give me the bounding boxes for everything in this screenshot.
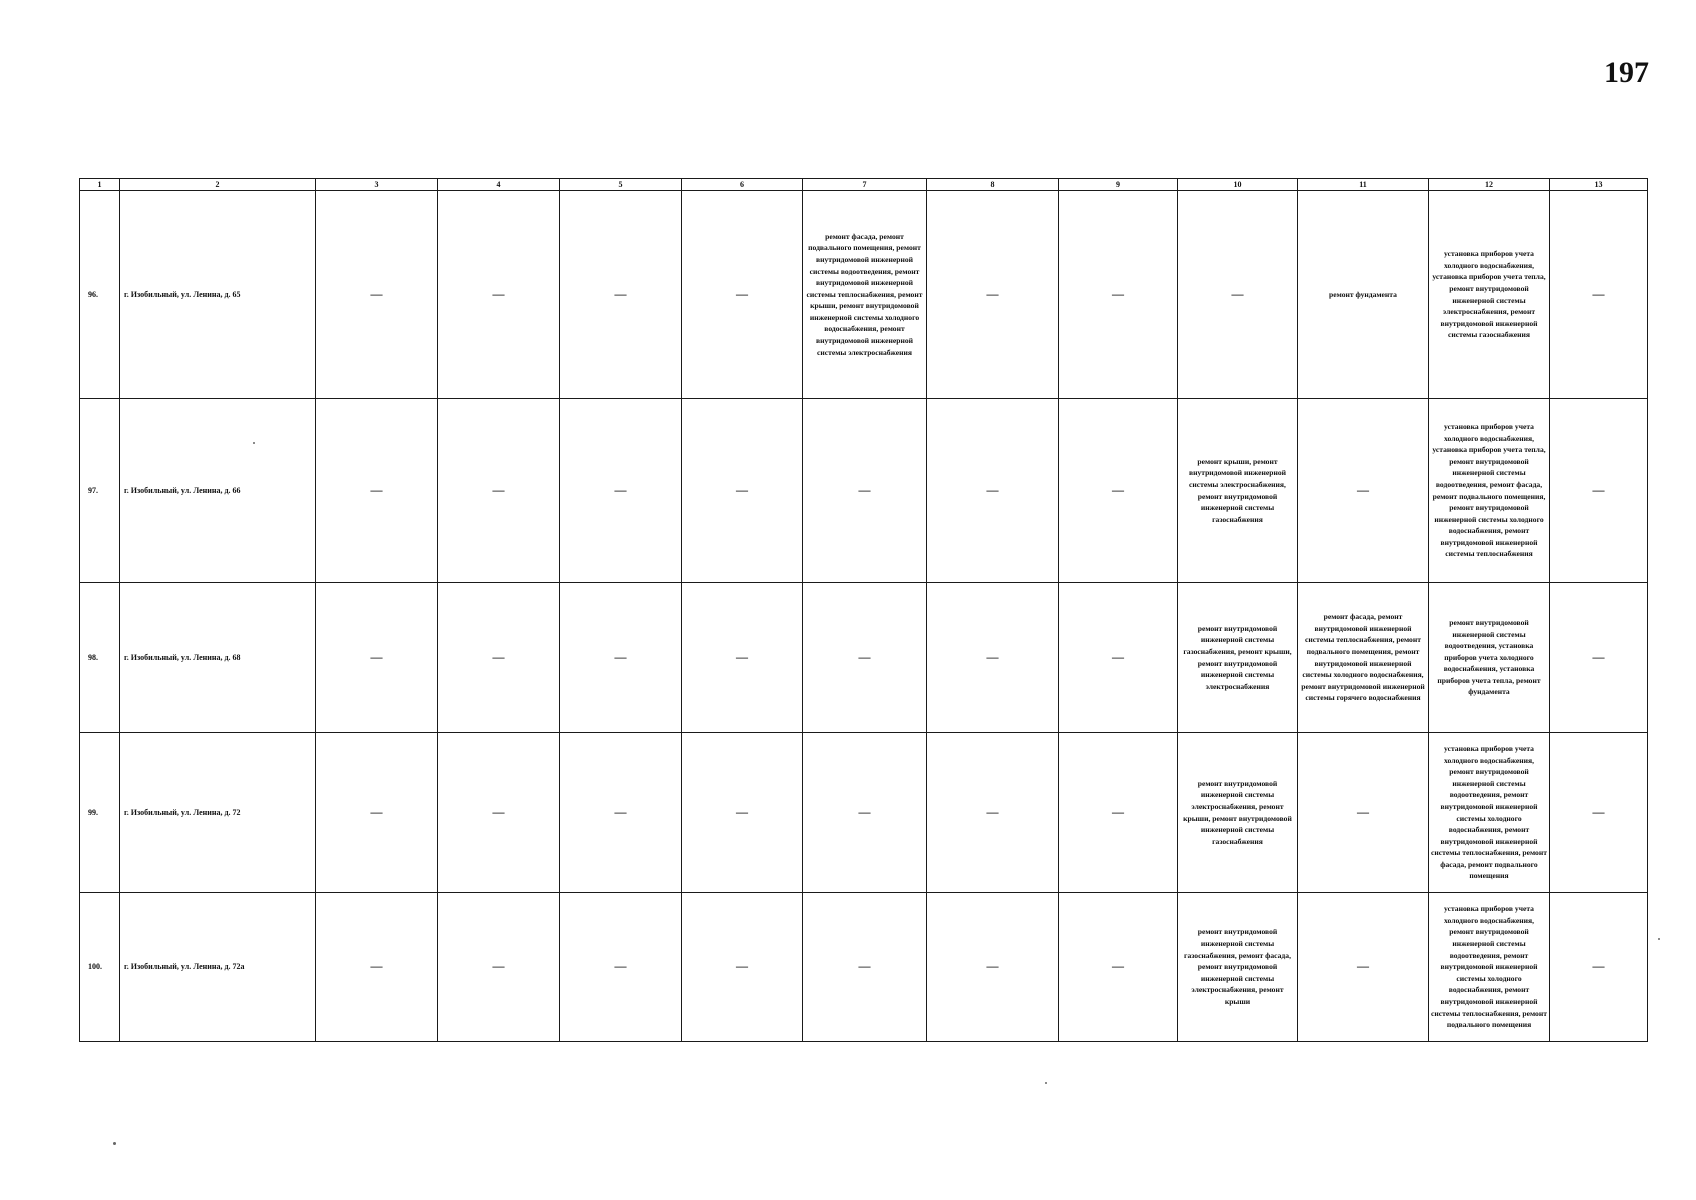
cell-col11: —	[1298, 733, 1429, 893]
cell-col6: —	[682, 733, 803, 893]
cell-col9: —	[1059, 733, 1178, 893]
cell-col3: —	[316, 893, 438, 1042]
cell-col9: —	[1059, 893, 1178, 1042]
scan-speck	[113, 1142, 116, 1145]
cell-col5: —	[560, 893, 682, 1042]
cell-col3: —	[316, 399, 438, 583]
cell-col3: —	[316, 733, 438, 893]
cell-col13: —	[1550, 583, 1648, 733]
cell-col10: ремонт внутридомовой инженерной системы газоснабжения, ремонт крыши, ремонт внутридомовой инженерной системы электроснабжения	[1178, 583, 1298, 733]
column-header: 13	[1550, 179, 1648, 191]
cell-col13: —	[1550, 191, 1648, 399]
row-number: 100.	[80, 893, 120, 1042]
column-header: 2	[120, 179, 316, 191]
row-number: 98.	[80, 583, 120, 733]
cell-col4: —	[438, 583, 560, 733]
cell-col13: —	[1550, 893, 1648, 1042]
column-header: 6	[682, 179, 803, 191]
column-header: 4	[438, 179, 560, 191]
column-header: 11	[1298, 179, 1429, 191]
row-number: 99.	[80, 733, 120, 893]
cell-col10: —	[1178, 191, 1298, 399]
cell-col8: —	[927, 583, 1059, 733]
cell-col12: установка приборов учета холодного водоснабжения, установка приборов учета тепла, ремонт внутридомовой инженерной системы электроснабжения, ремонт внутридомовой инженерной системы газоснабжения	[1429, 191, 1550, 399]
column-number-row	[80, 179, 1648, 191]
address-cell: г. Изобильный, ул. Ленина, д. 72а	[120, 893, 316, 1042]
cell-col6: —	[682, 893, 803, 1042]
cell-col6: —	[682, 583, 803, 733]
table-row	[80, 399, 1648, 583]
cell-col10: ремонт крыши, ремонт внутридомовой инженерной системы электроснабжения, ремонт внутридомовой инженерной системы газоснабжения	[1178, 399, 1298, 583]
row-number: 96.	[80, 191, 120, 399]
table-row	[80, 583, 1648, 733]
cell-col9: —	[1059, 399, 1178, 583]
cell-col8: —	[927, 893, 1059, 1042]
table-row	[80, 893, 1648, 1042]
cell-col7: —	[803, 399, 927, 583]
cell-col10: ремонт внутридомовой инженерной системы электроснабжения, ремонт крыши, ремонт внутридомовой инженерной системы газоснабжения	[1178, 733, 1298, 893]
column-header: 7	[803, 179, 927, 191]
cell-col4: —	[438, 893, 560, 1042]
cell-col8: —	[927, 191, 1059, 399]
column-header: 9	[1059, 179, 1178, 191]
scan-speck	[253, 442, 255, 444]
address-cell: г. Изобильный, ул. Ленина, д. 72	[120, 733, 316, 893]
cell-col4: —	[438, 733, 560, 893]
cell-col12: ремонт внутридомовой инженерной системы водоотведения, установка приборов учета холодного водоснабжения, установка приборов учета тепла, ремонт фундамента	[1429, 583, 1550, 733]
column-header: 8	[927, 179, 1059, 191]
cell-col3: —	[316, 583, 438, 733]
cell-col8: —	[927, 733, 1059, 893]
cell-col12: установка приборов учета холодного водоснабжения, установка приборов учета тепла, ремонт внутридомовой инженерной системы водоотведения, ремонт фасада, ремонт подвального помещения, ремонт внутридомовой инженерной системы холодного водоснабжения, ремонт внутридомовой инженерной системы теплоснабжения	[1429, 399, 1550, 583]
cell-col12: установка приборов учета холодного водоснабжения, ремонт внутридомовой инженерной системы водоотведения, ремонт внутридомовой инженерной системы холодного водоснабжения, ремонт внутридомовой инженерной системы теплоснабжения, ремонт фасада, ремонт подвального помещения	[1429, 733, 1550, 893]
column-header: 10	[1178, 179, 1298, 191]
cell-col7: —	[803, 733, 927, 893]
column-header: 12	[1429, 179, 1550, 191]
cell-col9: —	[1059, 583, 1178, 733]
cell-col5: —	[560, 583, 682, 733]
table-row	[80, 191, 1648, 399]
scan-speck	[1658, 938, 1660, 940]
cell-col7: —	[803, 583, 927, 733]
cell-col6: —	[682, 399, 803, 583]
cell-col6: —	[682, 191, 803, 399]
cell-col3: —	[316, 191, 438, 399]
table-row	[80, 733, 1648, 893]
column-header: 1	[80, 179, 120, 191]
column-header: 5	[560, 179, 682, 191]
cell-col5: —	[560, 733, 682, 893]
column-header: 3	[316, 179, 438, 191]
page-number: 197	[1604, 56, 1649, 89]
work-plan-table	[79, 178, 1648, 1042]
address-cell: г. Изобильный, ул. Ленина, д. 66	[120, 399, 316, 583]
cell-col5: —	[560, 399, 682, 583]
cell-col7: ремонт фасада, ремонт подвального помещения, ремонт внутридомовой инженерной системы водоотведения, ремонт внутридомовой инженерной системы теплоснабжения, ремонт крыши, ремонт внутридомовой инженерной системы холодного водоснабжения, ремонт внутридомовой инженерной системы электроснабжения	[803, 191, 927, 399]
address-cell: г. Изобильный, ул. Ленина, д. 68	[120, 583, 316, 733]
cell-col4: —	[438, 399, 560, 583]
scan-speck	[1045, 1082, 1047, 1084]
cell-col9: —	[1059, 191, 1178, 399]
cell-col4: —	[438, 191, 560, 399]
cell-col5: —	[560, 191, 682, 399]
cell-col12: установка приборов учета холодного водоснабжения, ремонт внутридомовой инженерной системы водоотведения, ремонт внутридомовой инженерной системы холодного водоснабжения, ремонт внутридомовой инженерной системы теплоснабжения, ремонт подвального помещения	[1429, 893, 1550, 1042]
cell-col11: —	[1298, 399, 1429, 583]
cell-col7: —	[803, 893, 927, 1042]
row-number: 97.	[80, 399, 120, 583]
cell-col10: ремонт внутридомовой инженерной системы газоснабжения, ремонт фасада, ремонт внутридомовой инженерной системы электроснабжения, ремонт крыши	[1178, 893, 1298, 1042]
cell-col13: —	[1550, 399, 1648, 583]
cell-col11: ремонт фасада, ремонт внутридомовой инженерной системы теплоснабжения, ремонт подвального помещения, ремонт внутридомовой инженерной системы холодного водоснабжения, ремонт внутридомовой инженерной системы горячего водоснабжения	[1298, 583, 1429, 733]
cell-col13: —	[1550, 733, 1648, 893]
cell-col11: —	[1298, 893, 1429, 1042]
cell-col11: ремонт фундамента	[1298, 191, 1429, 399]
cell-col8: —	[927, 399, 1059, 583]
address-cell: г. Изобильный, ул. Ленина, д. 65	[120, 191, 316, 399]
